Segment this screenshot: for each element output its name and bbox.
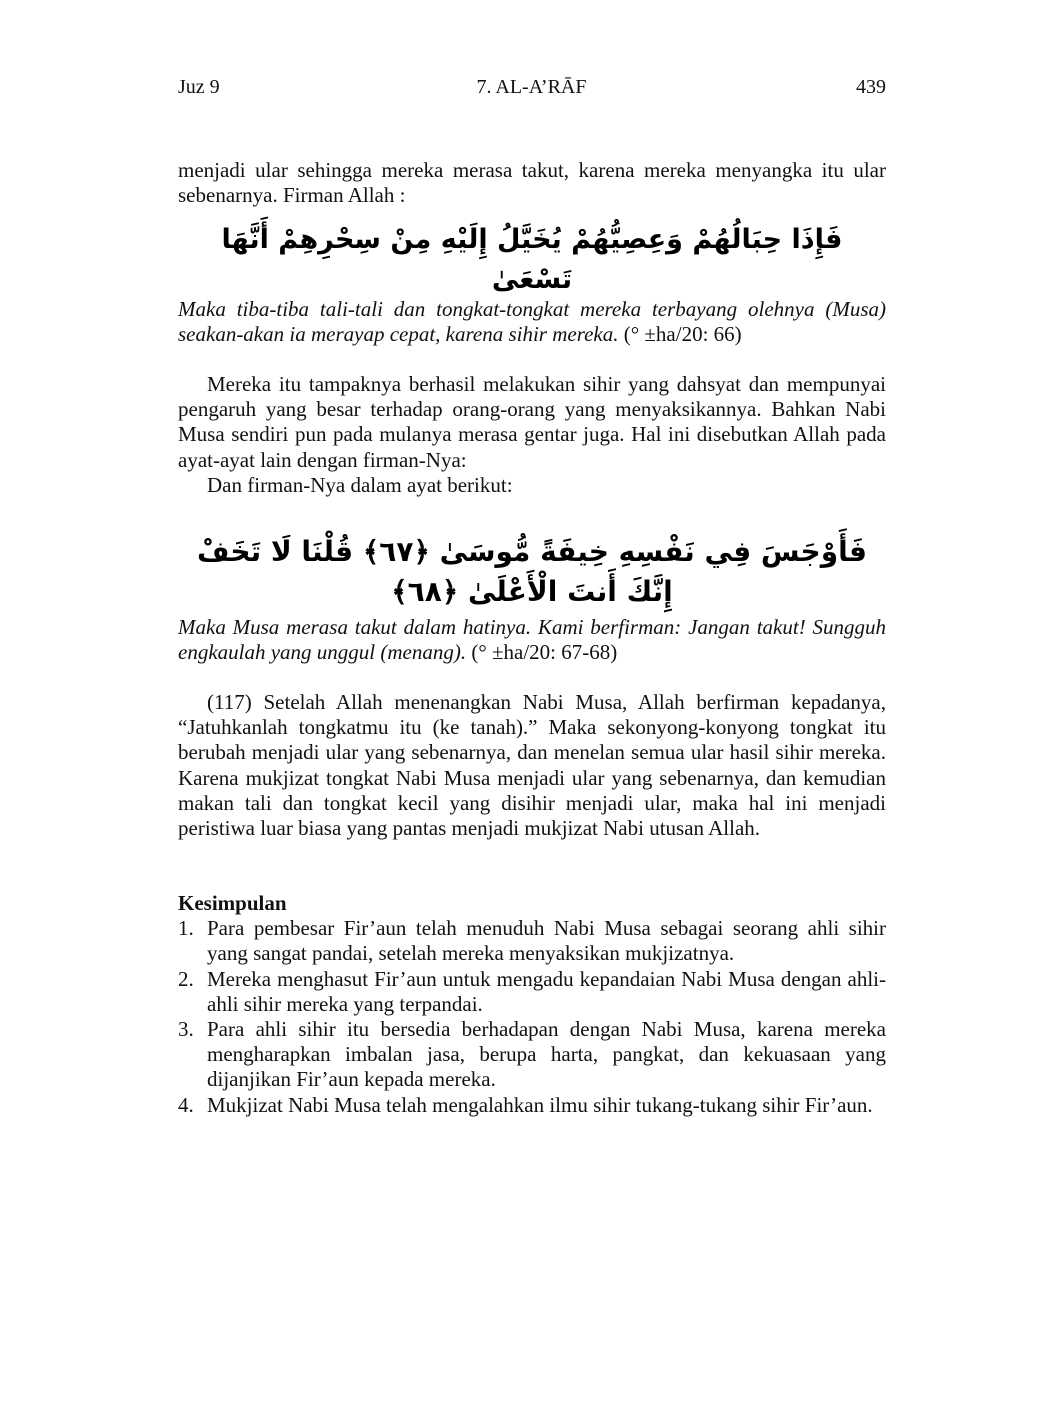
paragraph-2-text: Mereka itu tampaknya berhasil melakukan sihir yang dahsyat dan mempunyai pengaruh yang besar terhadap orang-orang yang menyaksikannya. Bahkan Nabi Musa sendiri pun pada mulanya merasa gentar juga. Hal ini disebutkan Allah pada ayat-ayat lain dengan firman-Nya: <box>178 372 886 472</box>
paragraph-2-continuation: Dan firman-Nya dalam ayat berikut: <box>207 472 513 497</box>
list-number: 1. <box>178 916 194 941</box>
page-number: 439 <box>856 76 886 98</box>
paragraph-1: menjadi ular sehingga mereka merasa takut, karena mereka menyangka itu ular sebenarnya. Firman Allah : <box>178 158 886 208</box>
conclusion-section <box>178 891 886 1118</box>
running-header-juz: Juz 9 <box>178 76 220 98</box>
list-item <box>178 1017 886 1093</box>
paragraph-2 <box>178 372 886 498</box>
arabic-verse-2: فَأَوْجَسَ فِي نَفْسِهِ خِيفَةً مُّوسَىٰ ﴿٦٧﴾ قُلْنَا لَا تَخَفْ إِنَّكَ أَنتَ الْأَعْلَىٰ ﴿٦٨﴾ <box>197 535 867 608</box>
translation-1-ref: (° ±ha/20: 66) <box>618 322 742 347</box>
list-item <box>178 916 886 966</box>
translation-2-ref: (° ±ha/20: 67-68) <box>466 640 618 665</box>
list-number: 4. <box>178 1092 194 1117</box>
list-text: Mukjizat Nabi Musa telah mengalahkan ilmu sihir tukang-tukang sihir Fir’aun. <box>207 1092 873 1117</box>
translation-1-text: Maka tiba-tiba tali-tali dan tongkat-tongkat mereka terbayang olehnya (Musa) seakan-akan ia merayap cepat, karena sihir mereka. <box>178 297 886 347</box>
list-number: 2. <box>178 966 194 991</box>
list-text: Mereka menghasut Fir’aun untuk mengadu kepandaian Nabi Musa dengan ahli-ahli sihir mereka yang terpandai. <box>207 966 886 1016</box>
paragraph-3: (117) Setelah Allah menenangkan Nabi Musa, Allah berfirman kepadanya, “Jatuhkanlah tongkatmu itu (ke tanah).” Maka sekonyong-konyong tongkat itu berubah menjadi ular yang sebenarnya, dan menelan semua ular hasil sihir mereka. Karena mukjizat tongkat Nabi Musa menjadi ular yang sebenarnya, dan kemudian makan tali dan tongkat kecil yang disihir menjadi ular, maka hal ini menjadi peristiwa luar biasa yang pantas menjadi mukjizat Nabi utusan Allah. <box>178 690 886 841</box>
translation-2-text: Maka Musa merasa takut dalam hatinya. Kami berfirman: Jangan takut! Sungguh engkaulah yang unggul (menang). <box>178 615 886 665</box>
translation-1 <box>178 297 886 347</box>
running-header-surah: 7. AL-A’RĀF <box>476 76 587 98</box>
conclusion-title: Kesimpulan <box>178 891 287 915</box>
list-text: Para ahli sihir itu bersedia berhadapan dengan Nabi Musa, karena mereka mengharapkan imbalan jasa, berupa harta, pangkat, dan kekuasaan yang dijanjikan Fir’aun kepada mereka. <box>207 1017 886 1092</box>
conclusion-list <box>178 916 886 1118</box>
translation-2 <box>178 615 886 665</box>
list-item <box>178 1093 886 1118</box>
arabic-verse-1: فَإِذَا حِبَالُهُمْ وَعِصِيُّهُمْ يُخَيَّلُ إِلَيْهِ مِنْ سِحْرِهِمْ أَنَّهَا تَسْعَىٰ <box>221 224 843 295</box>
list-item <box>178 967 886 1017</box>
list-number: 3. <box>178 1017 194 1042</box>
list-text: Para pembesar Fir’aun telah menuduh Nabi Musa sebagai seorang ahli sihir yang sangat pandai, setelah mereka menyaksikan mukjizatnya. <box>207 916 886 966</box>
